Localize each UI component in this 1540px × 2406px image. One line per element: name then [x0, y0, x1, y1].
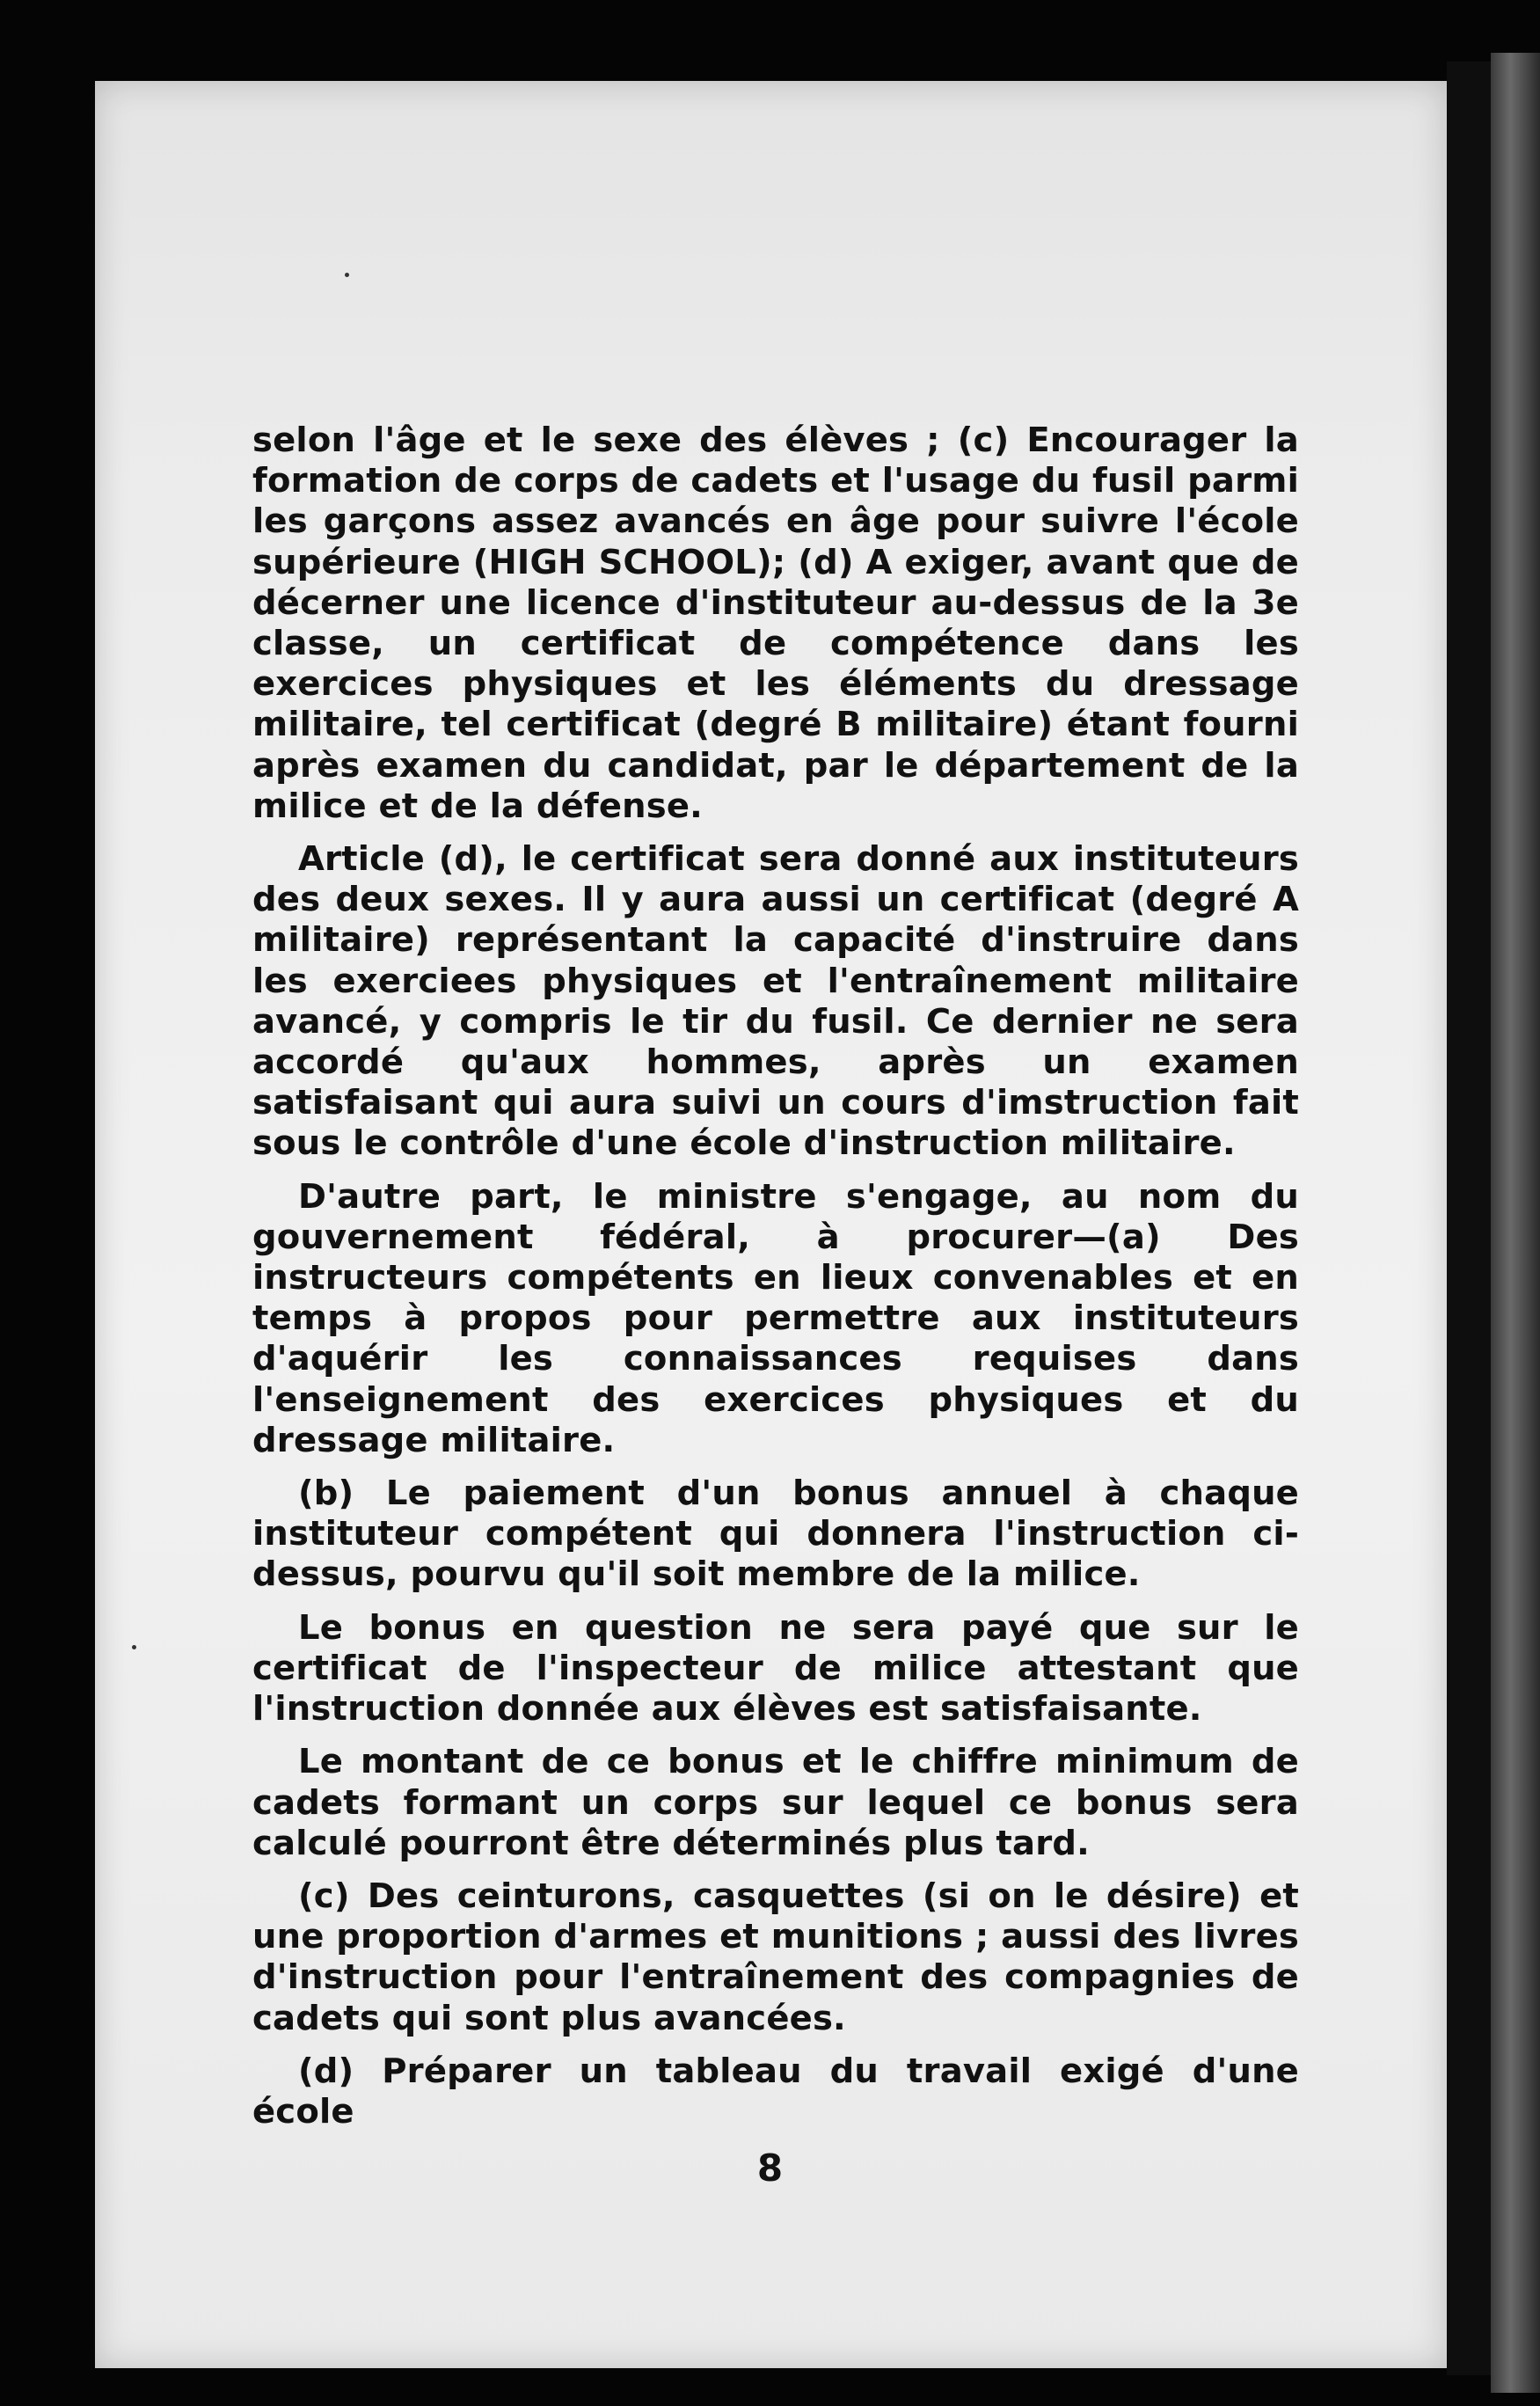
paragraph-1: selon l'âge et le sexe des élèves ; (c) Encourager la formation de corps de cadets et l'usage du fusil parmi les garçons assez avancés en âge pour suivre l'école supérieure (HIGH SCHOOL); (d) A exiger, avant que de décerner une licence d'instituteur au-dessus de la 3e classe, un certificat de compétence dans les exercices physiques et les éléments du dressage militaire, tel certificat (degré B militaire) étant fourni après examen du candidat, par le département de la milice et de la défense.	[252, 421, 1299, 826]
body-text	[252, 421, 1299, 2132]
paragraph-2: Article (d), le certificat sera donné aux instituteurs des deux sexes. Il y aura aussi un certificat (degré A militaire) représentant la capacité d'instruire dans les exerciees physiques et l'entraînement militaire avancé, y compris le tir du fusil. Ce dernier ne sera accordé qu'aux hommes, après un examen satisfaisant qui aura suivi un cours d'imstruction fait sous le contrôle d'une école d'instruction militaire.	[252, 839, 1299, 1164]
page-number: 8	[756, 2146, 784, 2190]
scan-speck	[345, 273, 349, 277]
paragraph-7: (c) Des ceinturons, casquettes (si on le désire) et une proportion d'armes et munitions ; aussi des livres d'instruction pour l'entraînement des compagnies de cadets qui sont plus avancées.	[252, 1876, 1299, 2038]
page-edge-shadow	[1447, 62, 1491, 2375]
scanner-edge	[1491, 53, 1540, 2393]
paragraph-8: (d) Préparer un tableau du travail exigé d'une école	[252, 2051, 1299, 2132]
paragraph-6: Le montant de ce bonus et le chiffre minimum de cadets formant un corps sur lequel ce bonus sera calculé pourront être déterminés plus tard.	[252, 1742, 1299, 1863]
scan-speck	[132, 1645, 136, 1649]
paragraph-3: D'autre part, le ministre s'engage, au nom du gouvernement fédéral, à procurer—(a) Des instructeurs compétents en lieux convenables et en temps à propos pour permettre aux instituteurs d'aquérir les connaissances requises dans l'enseignement des exercices physiques et du dressage militaire.	[252, 1176, 1299, 1460]
paragraph-5: Le bonus en question ne sera payé que sur le certificat de l'inspecteur de milice attestant que l'instruction donnée aux élèves est satisfaisante.	[252, 1607, 1299, 1730]
paragraph-4: (b) Le paiement d'un bonus annuel à chaque instituteur compétent qui donnera l'instruction ci-dessus, pourvu qu'il soit membre de la milice.	[252, 1474, 1299, 1595]
